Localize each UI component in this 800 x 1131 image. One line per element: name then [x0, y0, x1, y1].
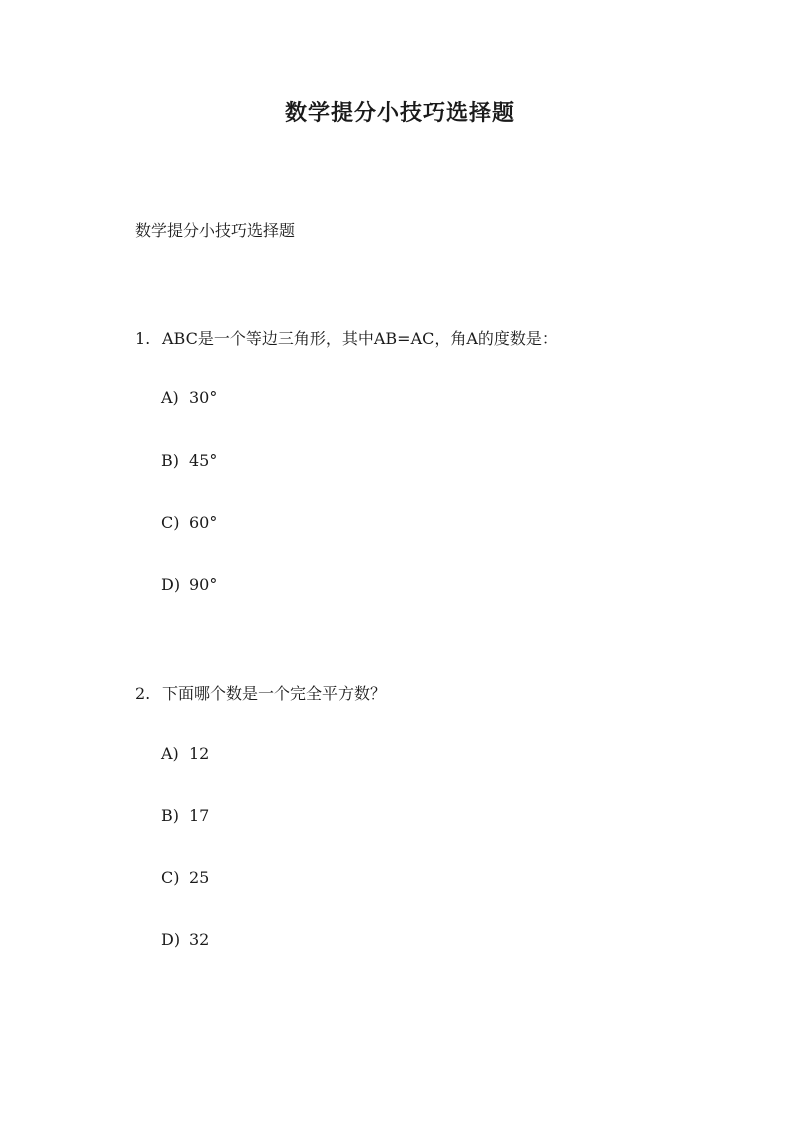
option-value: 25 — [189, 868, 210, 887]
question-1-option-b — [161, 451, 217, 470]
option-value: 30° — [189, 388, 218, 407]
question-1 — [135, 326, 558, 349]
option-value: 60° — [189, 513, 218, 532]
question-text: 下面哪个数是一个完全平方数？ — [162, 684, 387, 703]
question-number: 2. — [135, 684, 151, 703]
document-title: 数学提分小技巧选择题 — [284, 100, 515, 126]
option-value: 90° — [189, 575, 218, 594]
question-2 — [135, 681, 386, 704]
option-value: 45° — [189, 451, 218, 470]
option-label: B) — [161, 806, 179, 825]
question-2-option-b — [161, 806, 209, 825]
option-label: D) — [161, 930, 181, 949]
option-label: C) — [161, 868, 180, 887]
option-label: B) — [161, 451, 179, 470]
option-value: 12 — [189, 744, 210, 763]
question-text: ABC是一个等边三角形，其中AB=AC，角A的度数是： — [162, 329, 558, 348]
option-label: A) — [161, 744, 179, 763]
document-subtitle: 数学提分小技巧选择题 — [135, 221, 296, 240]
option-label: C) — [161, 513, 180, 532]
question-2-option-c — [161, 868, 209, 887]
question-2-option-d — [161, 930, 209, 949]
option-value: 17 — [189, 806, 210, 825]
option-label: A) — [161, 388, 179, 407]
option-value: 32 — [189, 930, 210, 949]
question-2-option-a — [161, 744, 209, 763]
question-1-option-c — [161, 513, 217, 532]
option-label: D) — [161, 575, 181, 594]
question-1-option-a — [161, 388, 217, 407]
question-1-option-d — [161, 575, 217, 594]
question-number: 1. — [135, 329, 151, 348]
